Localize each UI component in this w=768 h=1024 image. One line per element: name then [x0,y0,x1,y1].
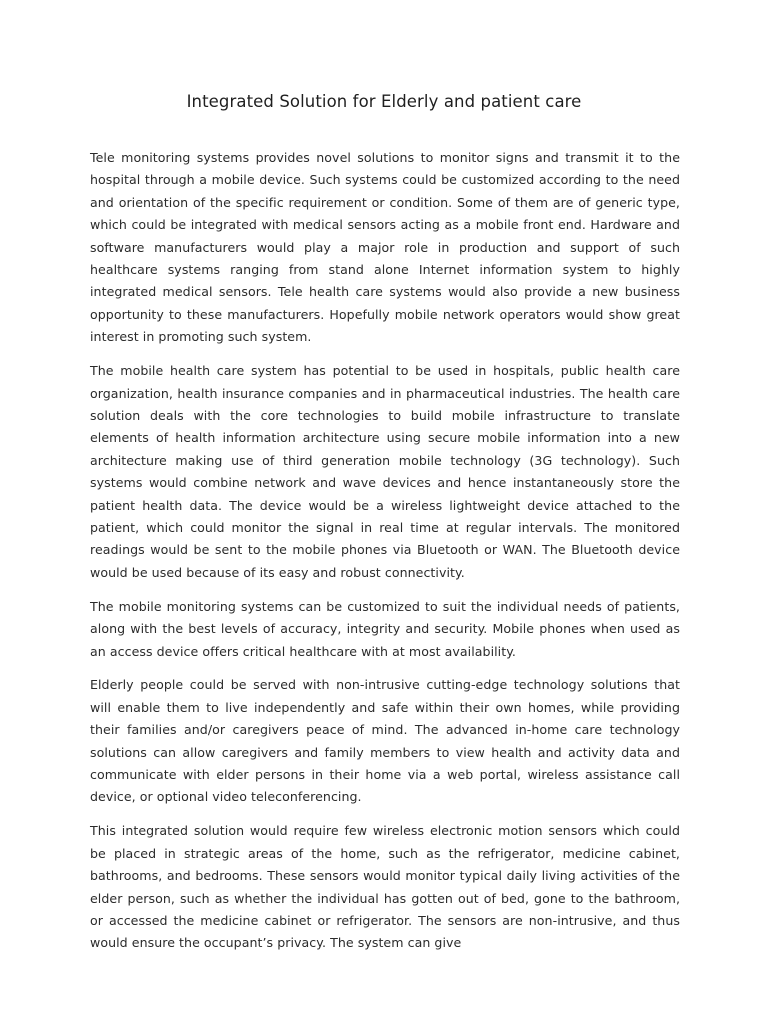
paragraph-1: Tele monitoring systems provides novel solutions to monitor signs and transmit it to the hospital through a mobile device. Such systems could be customized according to the need and orientation of the specific requirement or condition. Some of them are of generic type, which could be integrated with medical sensors acting as a mobile front end. Hardware and software manufacturers would play a major role in production and support of such healthcare systems ranging from stand alone Internet information system to highly integrated medical sensors. Tele health care systems would also provide a new business opportunity to these manufacturers. Hopefully mobile network operators would show great interest in promoting such system. [90,150,680,345]
paragraph-4: Elderly people could be served with non-intrusive cutting-edge technology solutions that will enable them to live independently and safe within their own homes, while providing their families and/or caregivers peace of mind. The advanced in-home care technology solutions can allow caregivers and family members to view health and activity data and communicate with elder persons in their home via a web portal, wireless assistance call device, or optional video teleconferencing. [90,677,680,805]
document-body [90,147,680,966]
paragraph-5: This integrated solution would require few wireless electronic motion sensors which could be placed in strategic areas of the home, such as the refrigerator, medicine cabinet, bathrooms, and bedrooms. These sensors would monitor typical daily living activities of the elder person, such as whether the individual has gotten out of bed, gone to the bathroom, or accessed the medicine cabinet or refrigerator. The sensors are non-intrusive, and thus would ensure the occupant’s privacy. The system can give [90,823,680,951]
paragraph-3: The mobile monitoring systems can be customized to suit the individual needs of patients, along with the best levels of accuracy, integrity and security. Mobile phones when used as an access device offers critical healthcare with at most availability. [90,598,680,659]
paragraph-2: The mobile health care system has potential to be used in hospitals, public health care organization, health insurance companies and in pharmaceutical industries. The health care solution deals with the core technologies to build mobile infrastructure to translate elements of health information architecture using secure mobile information into a new architecture making use of third generation mobile technology (3G technology). Such systems would combine network and wave devices and hence instantaneously store the patient health data. The device would be a wireless lightweight device attached to the patient, which could monitor the signal in real time at regular intervals. The monitored readings would be sent to the mobile phones via Bluetooth or WAN. The Bluetooth device would be used because of its easy and robust connectivity. [90,363,680,580]
document-title: Integrated Solution for Elderly and patient care [186,92,582,111]
